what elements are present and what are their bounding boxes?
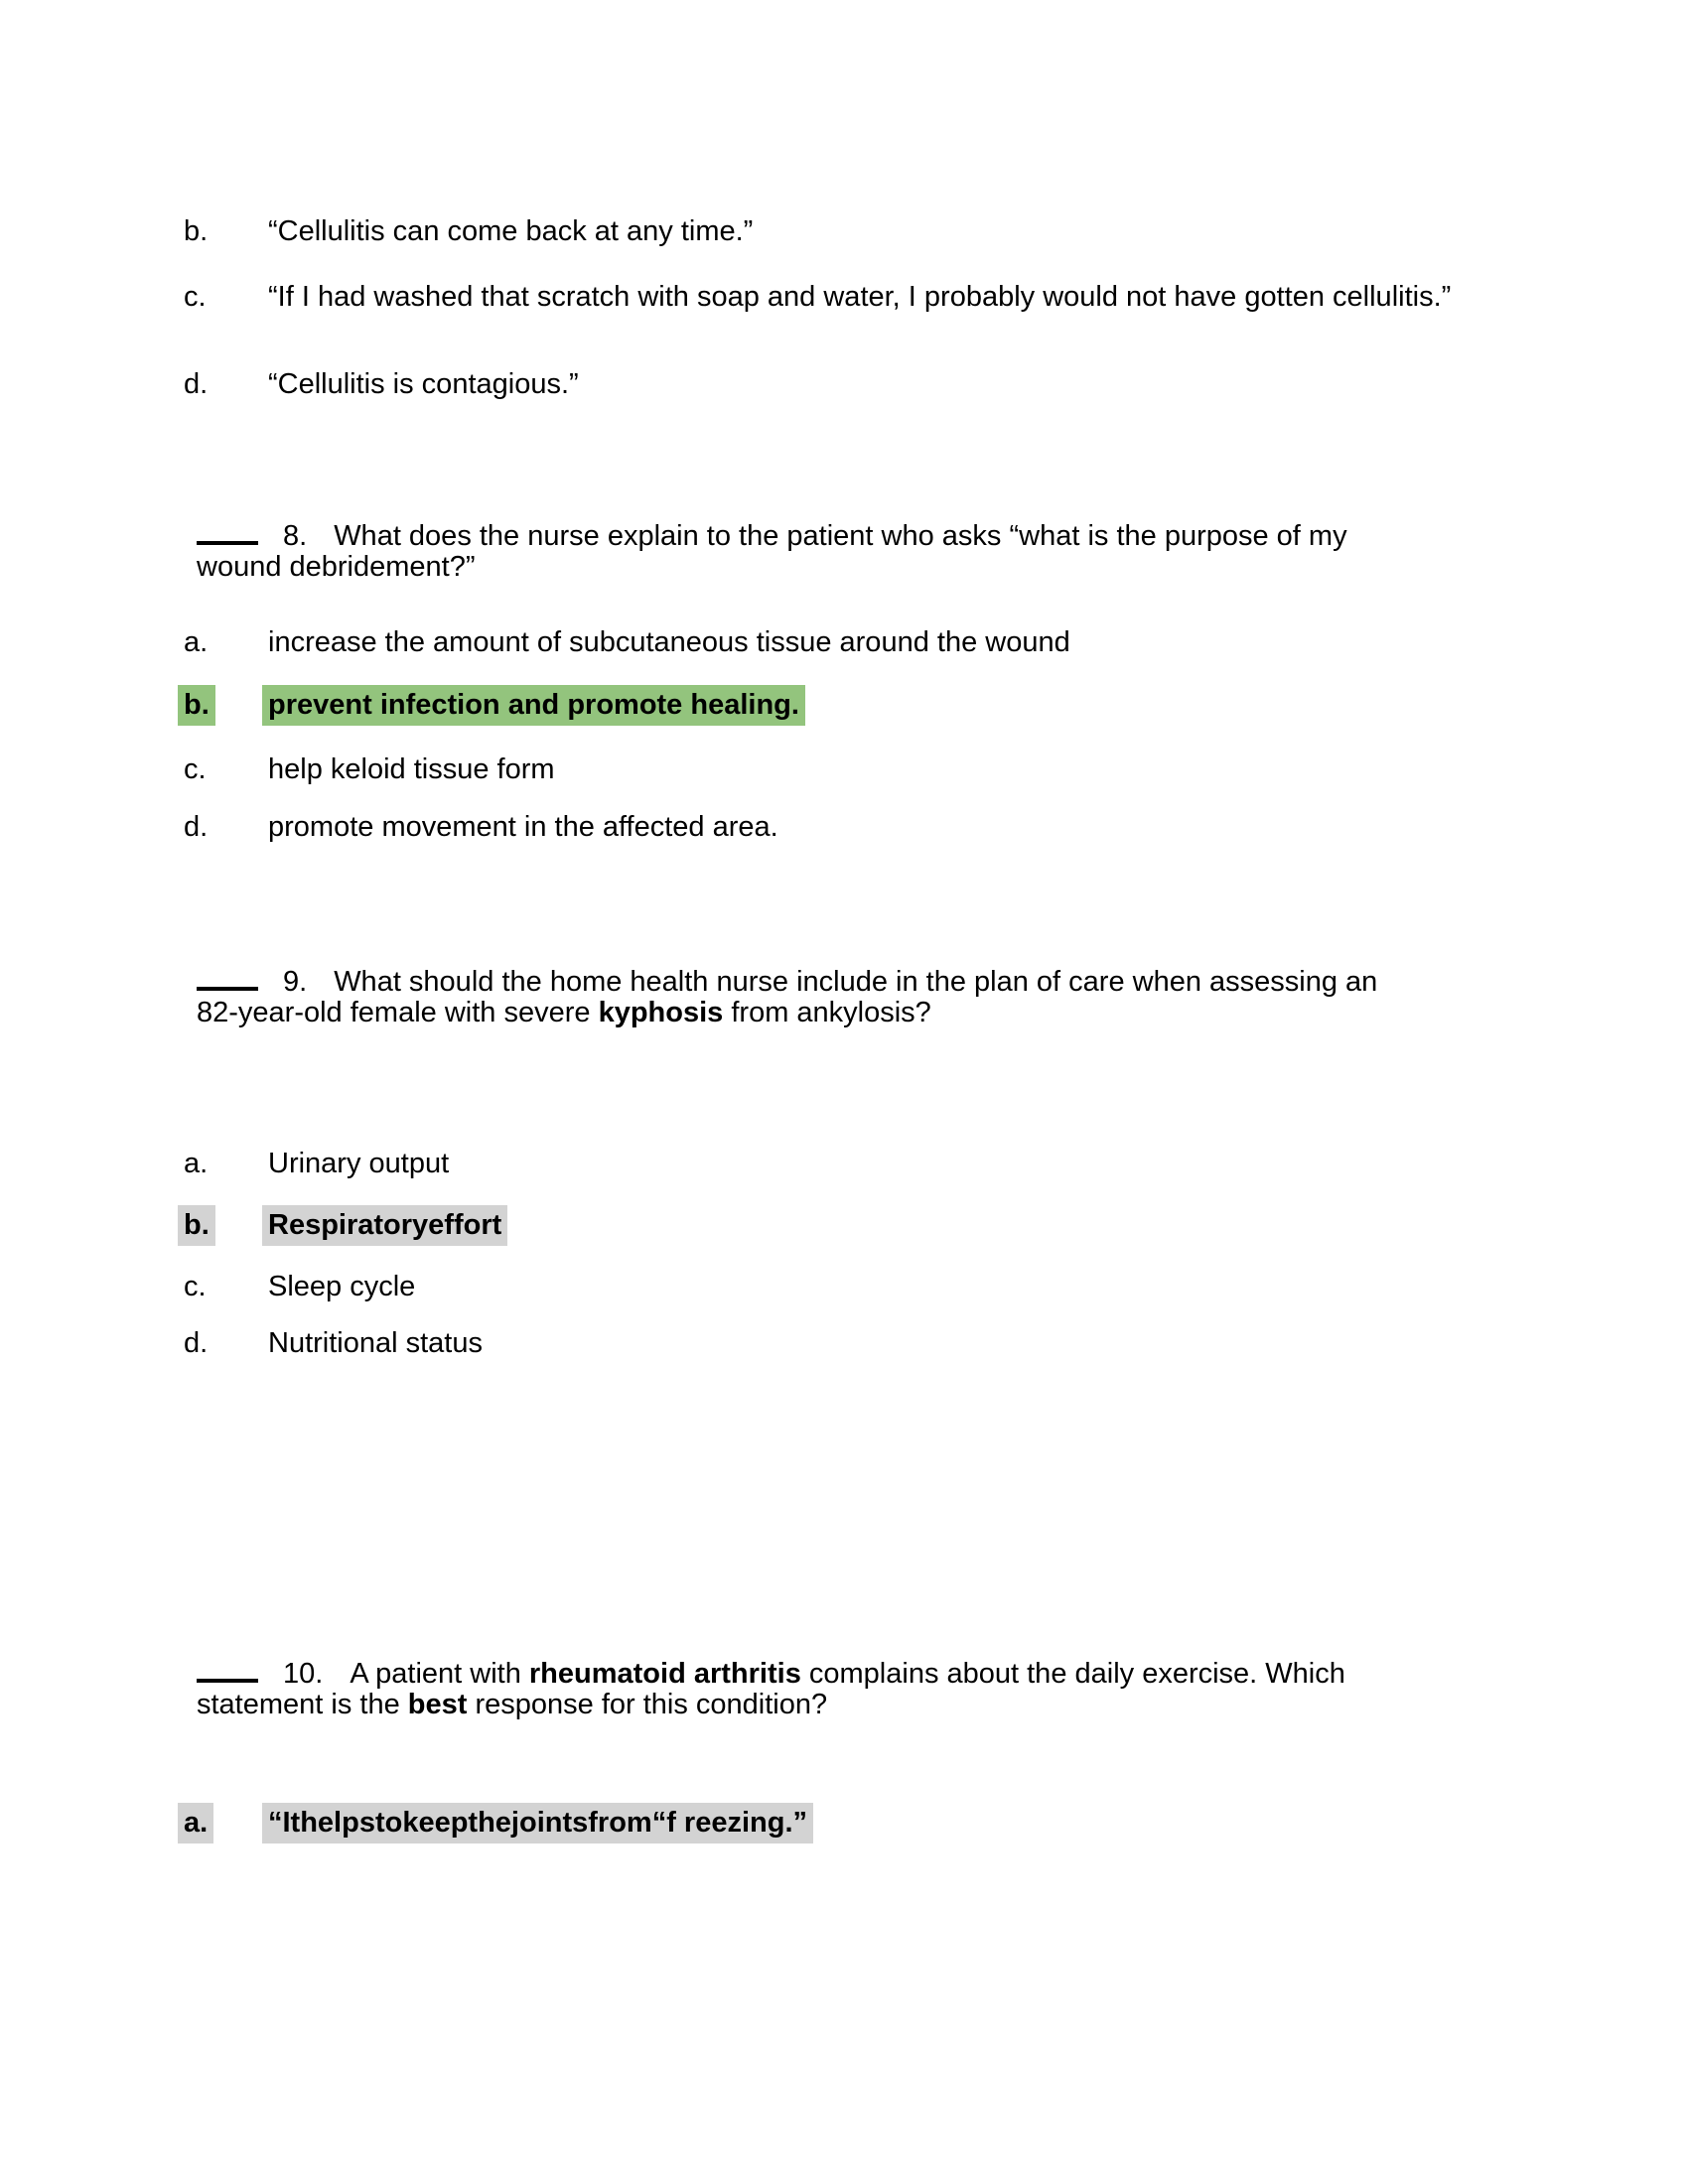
option-text: Sleep cycle bbox=[268, 1271, 416, 1302]
question-number: 9. bbox=[283, 966, 308, 998]
question-stem-line bbox=[197, 1659, 1345, 1690]
question-text: 82-year-old female with severe bbox=[197, 997, 599, 1028]
question-stem-line bbox=[197, 998, 1377, 1028]
option-text-line: “If I had washed that scratch with soap and water, I probably would not have gotten bbox=[268, 281, 1325, 313]
question-number: 10. bbox=[283, 1658, 324, 1690]
question-8-stem bbox=[197, 521, 1347, 583]
question-text-bold: best bbox=[407, 1689, 468, 1720]
option-letter: d. bbox=[184, 368, 209, 400]
option-text: “Cellulitis is contagious.” bbox=[268, 368, 579, 400]
option-text: Nutritional status bbox=[268, 1327, 483, 1359]
option-text-highlighted: “Ithelpstokeepthejointsfrom“f reezing.” bbox=[262, 1803, 813, 1843]
option-row bbox=[0, 812, 1688, 843]
option-text: increase the amount of subcutaneous tissue around the wound bbox=[268, 626, 1070, 658]
question-text: from ankylosis? bbox=[723, 997, 931, 1028]
option-text-highlighted: Respiratoryeffort bbox=[262, 1205, 507, 1246]
question-text: response for this condition? bbox=[467, 1689, 828, 1720]
question-stem-line bbox=[197, 521, 1347, 552]
option-letter: b. bbox=[178, 685, 215, 726]
answer-blank bbox=[197, 967, 258, 991]
question-number: 8. bbox=[283, 520, 308, 552]
option-letter: b. bbox=[178, 1205, 215, 1246]
question-text: complains about the daily exercise. Which bbox=[800, 1658, 1345, 1690]
option-row-correct-answer bbox=[0, 1808, 1688, 1839]
option-text: “Cellulitis can come back at any time.” bbox=[268, 215, 754, 247]
option-row bbox=[0, 216, 1688, 247]
option-letter: b. bbox=[184, 215, 209, 247]
option-row-correct-answer bbox=[0, 1210, 1688, 1241]
option-letter: a. bbox=[184, 626, 209, 658]
option-row bbox=[0, 282, 1688, 313]
option-text bbox=[268, 282, 1451, 313]
question-text-bold: rheumatoid arthritis bbox=[528, 1658, 801, 1690]
option-letter: a. bbox=[184, 1148, 209, 1179]
question-stem-line bbox=[197, 967, 1377, 998]
question-text: statement is the bbox=[197, 1689, 408, 1720]
option-row bbox=[0, 1149, 1688, 1179]
question-text-bold: kyphosis bbox=[598, 997, 724, 1028]
question-stem-line: wound debridement?” bbox=[197, 551, 476, 583]
option-row bbox=[0, 1272, 1688, 1302]
option-row-correct-answer bbox=[0, 690, 1688, 721]
option-text: promote movement in the affected area. bbox=[268, 811, 778, 843]
answer-blank bbox=[197, 1659, 258, 1683]
option-letter: d. bbox=[184, 811, 209, 843]
option-letter: d. bbox=[184, 1327, 209, 1359]
option-letter: c. bbox=[184, 753, 207, 785]
option-row bbox=[0, 1328, 1688, 1359]
question-10-stem bbox=[197, 1659, 1345, 1720]
option-text-line: cellulitis.” bbox=[1333, 281, 1452, 313]
option-row bbox=[0, 627, 1688, 658]
question-9-stem bbox=[197, 967, 1377, 1028]
option-text: help keloid tissue form bbox=[268, 753, 555, 785]
option-text: Urinary output bbox=[268, 1148, 450, 1179]
option-text-highlighted: prevent infection and promote healing. bbox=[262, 685, 805, 726]
question-text: What should the home health nurse include in the plan of care when assessing an bbox=[334, 966, 1378, 998]
question-stem-line bbox=[197, 1690, 1345, 1720]
option-row bbox=[0, 369, 1688, 400]
question-text: A patient with bbox=[350, 1658, 529, 1690]
option-letter: c. bbox=[184, 1271, 207, 1302]
answer-blank bbox=[197, 521, 258, 545]
question-text: What does the nurse explain to the patient who asks “what is the purpose of my bbox=[334, 520, 1347, 552]
option-letter: a. bbox=[178, 1803, 213, 1843]
option-letter: c. bbox=[184, 281, 207, 313]
option-row bbox=[0, 754, 1688, 785]
